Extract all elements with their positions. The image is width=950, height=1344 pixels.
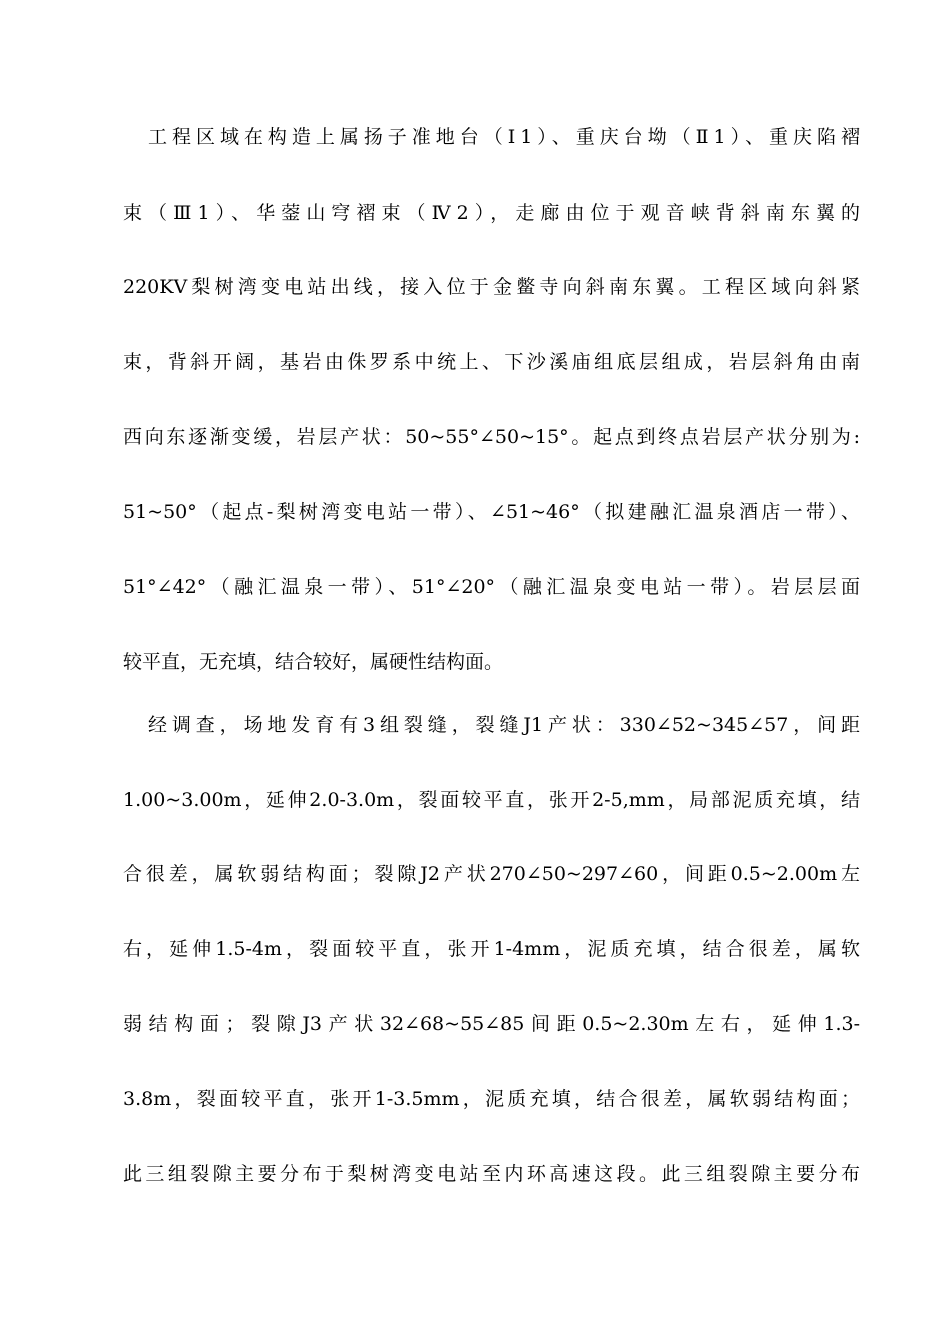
paragraph-1-line-5: 西向东逐渐变缓，岩层产状：50~55°∠50~15°。起点到终点岩层产状分别为: <box>123 426 860 448</box>
paragraph-1-line-3: 220KV梨树湾变电站出线，接入位于金鳖寺向斜南东翼。工程区域向斜紧 <box>123 276 860 298</box>
paragraph-1-line-7: 51°∠42°（融汇温泉一带）、51°∠20°（融汇温泉变电站一带）。岩层层面 <box>123 576 860 598</box>
paragraph-1-line-2: 束（Ⅲ1）、华蓥山穹褶束（Ⅳ2），走廊由位于观音峡背斜南东翼的 <box>123 202 860 224</box>
paragraph-2-line-1: 经调查，场地发育有3组裂缝，裂缝J1产状：330∠52~345∠57，间距 <box>148 714 860 736</box>
paragraph-2-line-4: 右，延伸1.5-4m，裂面较平直，张开1-4mm，泥质充填，结合很差，属软 <box>123 938 860 960</box>
paragraph-1-line-4: 束，背斜开阔，基岩由侏罗系中统上、下沙溪庙组底层组成，岩层斜角由南 <box>123 351 860 373</box>
paragraph-2-line-3: 合很差，属软弱结构面；裂隙J2产状270∠50~297∠60，间距0.5~2.00m左 <box>123 863 860 885</box>
paragraph-2-line-7: 此三组裂隙主要分布于梨树湾变电站至内环高速这段。此三组裂隙主要分布 <box>123 1163 860 1185</box>
paragraph-2-line-2: 1.00~3.00m，延伸2.0-3.0m，裂面较平直，张开2-5,mm，局部泥质充填，结 <box>123 789 860 811</box>
paragraph-1-line-8: 较平直，无充填，结合较好，属硬性结构面。 <box>123 651 504 673</box>
paragraph-2-line-6: 3.8m，裂面较平直，张开1-3.5mm，泥质充填，结合很差，属软弱结构面； <box>123 1088 860 1110</box>
paragraph-1-line-6: 51~50°（起点-梨树湾变电站一带）、∠51~46°（拟建融汇温泉酒店一带）、 <box>123 501 860 523</box>
paragraph-1-line-1: 工程区域在构造上属扬子准地台（Ⅰ1）、重庆台坳（Ⅱ1）、重庆陷褶 <box>148 126 860 148</box>
paragraph-2-line-5: 弱结构面；裂隙J3产状32∠68~55∠85间距0.5~2.30m左右，延伸1.3- <box>123 1013 860 1035</box>
